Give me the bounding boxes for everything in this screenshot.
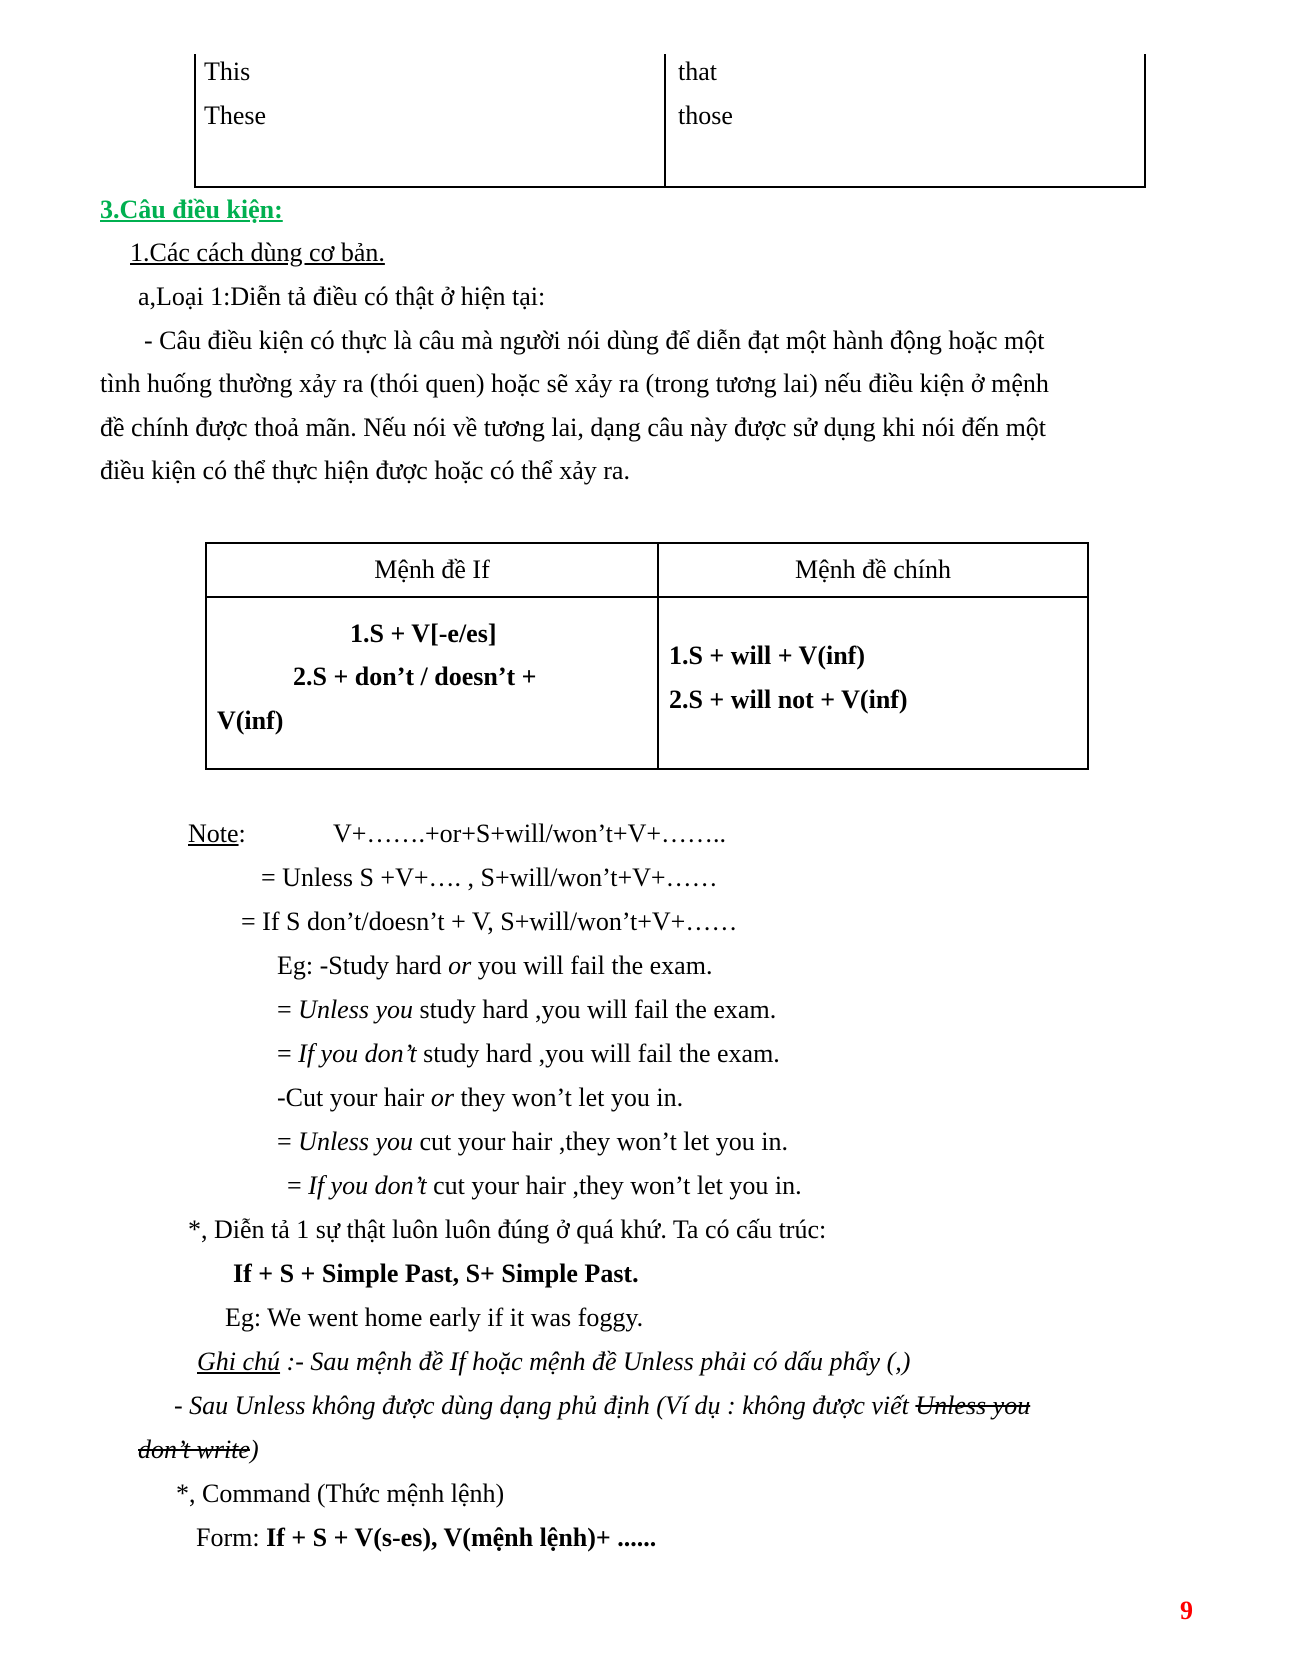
top-table xyxy=(194,54,1144,188)
top-table-cell-right-2: those xyxy=(678,101,733,130)
table-border-left xyxy=(194,54,196,188)
type1-heading: a,Loại 1:Diễn tả điều có thật ở hiện tại: xyxy=(138,282,546,311)
example-4-a: -Cut your hair xyxy=(277,1083,431,1112)
example-3-rest: study hard ,you will fail the exam. xyxy=(416,1039,780,1068)
note-label-text: Note xyxy=(188,819,239,848)
note-line-1: V+…….+or+S+will/won’t+V+…….. xyxy=(333,819,727,848)
example-4-c: they won’t let you in. xyxy=(453,1083,684,1112)
main-formula-1: 1.S + will + V(inf) xyxy=(668,641,865,670)
example-2-rest: study hard ,you will fail the exam. xyxy=(413,995,777,1024)
ghi-chu-text-2: - Sau Unless không được dùng dạng phủ định (Ví dụ : không được viết xyxy=(174,1391,916,1420)
example-4-or: or xyxy=(430,1083,454,1112)
example-3 xyxy=(277,1038,780,1070)
cell-if-clause xyxy=(206,597,658,769)
table-border-right xyxy=(1144,54,1146,188)
example-1-or: or xyxy=(448,951,472,980)
page-number: 9 xyxy=(1180,1596,1193,1625)
if-formula-2-cont: V(inf) xyxy=(217,706,284,735)
header-main-clause: Mệnh đề chính xyxy=(658,543,1088,597)
top-table-cell-left-1: This xyxy=(204,57,251,86)
past-fact-example: Eg: We went home early if it was foggy. xyxy=(225,1303,644,1332)
example-2-unless: Unless you xyxy=(298,995,413,1024)
note-line-3: = If S don’t/doesn’t + V, S+will/won’t+V+…… xyxy=(241,907,738,936)
example-2-eq: = xyxy=(277,995,299,1024)
conditional-table xyxy=(205,542,1089,770)
paragraph-line-2: tình huống thường xảy ra (thói quen) hoặc sẽ xảy ra (trong tương lai) nếu điều kiện ở mệnh xyxy=(100,369,1049,398)
example-1-a: Eg: -Study hard xyxy=(277,951,449,980)
example-6 xyxy=(287,1170,802,1202)
past-fact-formula: If + S + Simple Past, S+ Simple Past. xyxy=(233,1259,639,1288)
example-5-unless: Unless you xyxy=(298,1127,413,1156)
if-formula-1: 1.S + V[-e/es] xyxy=(350,619,497,648)
note-line-2: = Unless S +V+…. , S+will/won’t+V+…… xyxy=(261,863,718,892)
table-row xyxy=(206,597,1088,769)
note-colon: : xyxy=(238,819,246,848)
example-1 xyxy=(277,950,712,982)
table-header-row xyxy=(206,543,1088,597)
command-line: *, Command (Thức mệnh lệnh) xyxy=(176,1479,505,1508)
command-form xyxy=(196,1522,656,1554)
table-border-bottom xyxy=(194,186,1146,188)
ghi-chu-label: Ghi chú xyxy=(197,1347,281,1376)
main-formula-2: 2.S + will not + V(inf) xyxy=(668,685,908,714)
example-4 xyxy=(277,1082,683,1114)
cell-main-clause xyxy=(658,597,1088,769)
command-form-label: Form: xyxy=(196,1523,267,1552)
if-formula-2: 2.S + don’t / doesn’t + xyxy=(293,662,537,691)
ghi-chu-line-1 xyxy=(197,1346,910,1378)
ghi-chu-strike-1: Unless you xyxy=(915,1391,1031,1420)
subsection-title: 1.Các cách dùng cơ bản. xyxy=(130,238,385,267)
ghi-chu-strike-2: don’t write xyxy=(138,1435,250,1464)
example-6-eq: = xyxy=(287,1171,309,1200)
paragraph-line-4: điều kiện có thể thực hiện được hoặc có thể xảy ra. xyxy=(100,456,630,485)
paragraph-line-3: đề chính được thoả mãn. Nếu nói về tương lai, dạng câu này được sử dụng khi nói đến một xyxy=(100,413,1047,442)
top-table-cell-right-1: that xyxy=(678,57,717,86)
ghi-chu-line-3 xyxy=(138,1434,259,1466)
example-5-eq: = xyxy=(277,1127,299,1156)
note-label xyxy=(188,818,246,850)
ghi-chu-close: ) xyxy=(249,1435,259,1464)
example-6-rest: cut your hair ,they won’t let you in. xyxy=(426,1171,802,1200)
example-2 xyxy=(277,994,776,1026)
ghi-chu-text-1: :- Sau mệnh đề If hoặc mệnh đề Unless phải có dấu phẩy (,) xyxy=(280,1347,911,1376)
example-1-c: you will fail the exam. xyxy=(471,951,713,980)
ghi-chu-line-2 xyxy=(174,1390,1030,1422)
table-border-middle xyxy=(664,54,666,188)
header-if-clause: Mệnh đề If xyxy=(206,543,658,597)
section-title: 3.Câu điều kiện: xyxy=(100,195,283,224)
example-5 xyxy=(277,1126,788,1158)
top-table-cell-left-2: These xyxy=(204,101,267,130)
command-form-formula: If + S + V(s-es), V(mệnh lệnh)+ ...... xyxy=(266,1523,657,1552)
paragraph-line-1: - Câu điều kiện có thực là câu mà người nói dùng để diễn đạt một hành động hoặc một xyxy=(144,326,1045,355)
example-3-if: If you don’t xyxy=(298,1039,417,1068)
example-3-eq: = xyxy=(277,1039,299,1068)
example-6-if: If you don’t xyxy=(308,1171,427,1200)
example-5-rest: cut your hair ,they won’t let you in. xyxy=(413,1127,789,1156)
past-fact-line: *, Diễn tả 1 sự thật luôn luôn đúng ở quá khứ. Ta có cấu trúc: xyxy=(188,1215,827,1244)
